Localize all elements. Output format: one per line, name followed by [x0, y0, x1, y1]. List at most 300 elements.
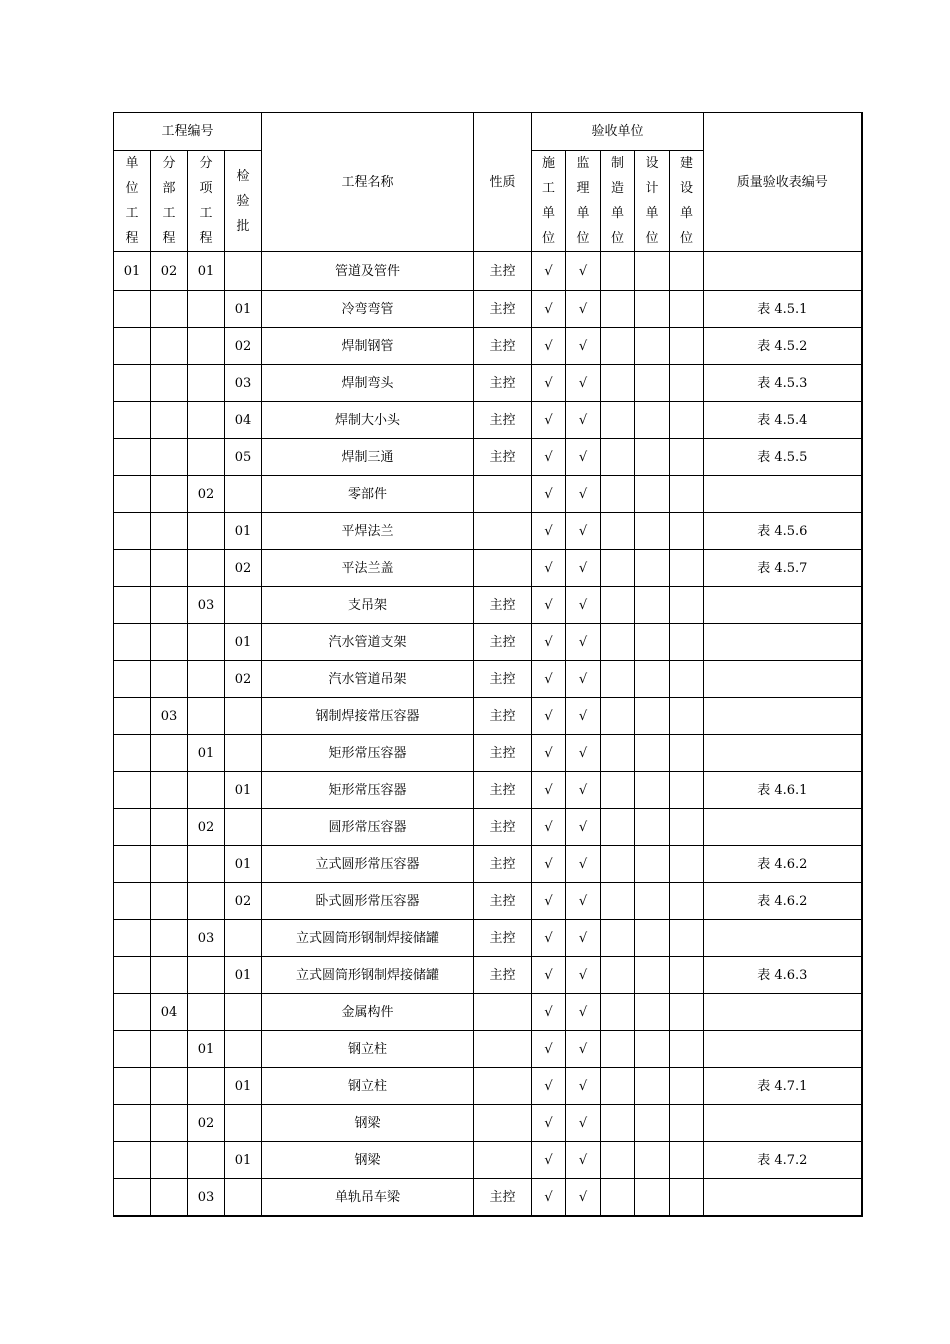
unit-project-header: 单位工程 [114, 151, 151, 252]
lot-code-cell: 01 [225, 624, 262, 661]
manufacturing-check-cell [601, 1179, 635, 1217]
project-name-cell: 支吊架 [262, 587, 474, 624]
subitem-code-cell: 01 [188, 1031, 225, 1068]
owner-check-cell [670, 513, 704, 550]
project-name-cell: 钢制焊接常压容器 [262, 698, 474, 735]
nature-header: 性质 [474, 113, 532, 252]
supervision-check-cell: √ [566, 1068, 601, 1105]
supervision-check-cell: √ [566, 328, 601, 365]
nature-cell: 主控 [474, 252, 532, 291]
owner-check-cell [670, 883, 704, 920]
division-code-cell [151, 846, 188, 883]
table-header [114, 113, 862, 252]
owner-check-cell [670, 698, 704, 735]
unit-code-cell [114, 402, 151, 439]
acceptance-table [113, 112, 863, 1217]
lot-code-cell [225, 476, 262, 513]
division-code-cell [151, 661, 188, 698]
lot-code-cell [225, 735, 262, 772]
project-name-cell: 单轨吊车梁 [262, 1179, 474, 1217]
nature-cell [474, 1142, 532, 1179]
subitem-code-cell [188, 439, 225, 476]
form-number-cell [704, 735, 862, 772]
division-code-cell [151, 291, 188, 328]
manufacturing-check-cell [601, 1105, 635, 1142]
table-row [114, 291, 862, 328]
supervision-check-cell: √ [566, 661, 601, 698]
unit-code-cell [114, 513, 151, 550]
supervision-check-cell: √ [566, 698, 601, 735]
construction-check-cell: √ [532, 1068, 566, 1105]
supervision-check-cell: √ [566, 513, 601, 550]
lot-code-cell: 05 [225, 439, 262, 476]
nature-cell: 主控 [474, 772, 532, 809]
project-name-cell: 汽水管道吊架 [262, 661, 474, 698]
lot-code-cell: 01 [225, 772, 262, 809]
design-check-cell [635, 476, 670, 513]
project-name-cell: 焊制大小头 [262, 402, 474, 439]
unit-code-cell [114, 328, 151, 365]
lot-code-cell [225, 1031, 262, 1068]
lot-code-cell: 02 [225, 550, 262, 587]
division-code-cell [151, 883, 188, 920]
owner-check-cell [670, 252, 704, 291]
form-number-cell: 表 4.6.2 [704, 846, 862, 883]
table-row [114, 439, 862, 476]
owner-check-cell [670, 1105, 704, 1142]
project-name-cell: 立式圆筒形钢制焊接储罐 [262, 957, 474, 994]
project-name-cell: 平焊法兰 [262, 513, 474, 550]
manufacturing-check-cell [601, 661, 635, 698]
table-row [114, 772, 862, 809]
nature-cell: 主控 [474, 365, 532, 402]
project-name-cell: 金属构件 [262, 994, 474, 1031]
unit-code-cell [114, 883, 151, 920]
owner-check-cell [670, 957, 704, 994]
form-number-cell [704, 994, 862, 1031]
table-row [114, 1142, 862, 1179]
supervision-check-cell: √ [566, 587, 601, 624]
design-check-cell [635, 624, 670, 661]
design-check-cell [635, 1142, 670, 1179]
owner-check-cell [670, 439, 704, 476]
design-unit-header: 设计单位 [635, 151, 670, 252]
construction-check-cell: √ [532, 735, 566, 772]
owner-check-cell [670, 624, 704, 661]
construction-check-cell: √ [532, 1142, 566, 1179]
table-row [114, 328, 862, 365]
nature-cell: 主控 [474, 291, 532, 328]
supervision-check-cell: √ [566, 846, 601, 883]
division-code-cell [151, 550, 188, 587]
subitem-code-cell [188, 513, 225, 550]
nature-cell: 主控 [474, 920, 532, 957]
design-check-cell [635, 328, 670, 365]
unit-code-cell [114, 661, 151, 698]
design-check-cell [635, 439, 670, 476]
nature-cell [474, 1105, 532, 1142]
division-code-cell [151, 365, 188, 402]
unit-code-cell: 01 [114, 252, 151, 291]
table-row [114, 920, 862, 957]
unit-code-cell [114, 1031, 151, 1068]
nature-cell: 主控 [474, 439, 532, 476]
project-name-cell: 矩形常压容器 [262, 735, 474, 772]
unit-code-cell [114, 957, 151, 994]
nature-cell: 主控 [474, 735, 532, 772]
owner-check-cell [670, 1031, 704, 1068]
design-check-cell [635, 994, 670, 1031]
unit-code-cell [114, 1179, 151, 1217]
manufacturing-check-cell [601, 994, 635, 1031]
manufacturing-check-cell [601, 883, 635, 920]
subitem-code-cell [188, 402, 225, 439]
nature-cell [474, 513, 532, 550]
unit-code-cell [114, 365, 151, 402]
design-check-cell [635, 698, 670, 735]
construction-check-cell: √ [532, 809, 566, 846]
design-check-cell [635, 365, 670, 402]
project-name-cell: 钢立柱 [262, 1068, 474, 1105]
lot-code-cell [225, 698, 262, 735]
supervision-check-cell: √ [566, 883, 601, 920]
manufacturing-check-cell [601, 1031, 635, 1068]
division-code-cell [151, 1142, 188, 1179]
supervision-check-cell: √ [566, 402, 601, 439]
manufacturing-unit-header: 制造单位 [601, 151, 635, 252]
division-code-cell [151, 1068, 188, 1105]
lot-code-cell [225, 587, 262, 624]
form-number-cell [704, 1031, 862, 1068]
lot-code-cell: 01 [225, 957, 262, 994]
nature-cell: 主控 [474, 587, 532, 624]
division-code-cell [151, 624, 188, 661]
project-name-header: 工程名称 [262, 113, 474, 252]
subitem-code-cell: 02 [188, 476, 225, 513]
project-name-cell: 汽水管道支架 [262, 624, 474, 661]
form-number-cell: 表 4.5.5 [704, 439, 862, 476]
design-check-cell [635, 587, 670, 624]
subitem-code-cell: 01 [188, 252, 225, 291]
form-number-cell: 表 4.6.2 [704, 883, 862, 920]
design-check-cell [635, 1179, 670, 1217]
table-row [114, 809, 862, 846]
supervision-check-cell: √ [566, 994, 601, 1031]
manufacturing-check-cell [601, 550, 635, 587]
table-row [114, 365, 862, 402]
nature-cell: 主控 [474, 698, 532, 735]
design-check-cell [635, 920, 670, 957]
project-name-cell: 冷弯弯管 [262, 291, 474, 328]
construction-check-cell: √ [532, 439, 566, 476]
form-number-cell: 表 4.6.1 [704, 772, 862, 809]
unit-code-cell [114, 624, 151, 661]
unit-code-cell [114, 735, 151, 772]
owner-check-cell [670, 1179, 704, 1217]
division-code-cell [151, 439, 188, 476]
project-name-cell: 矩形常压容器 [262, 772, 474, 809]
subitem-project-header: 分项工程 [188, 151, 225, 252]
lot-code-cell: 02 [225, 661, 262, 698]
lot-code-cell: 01 [225, 1142, 262, 1179]
manufacturing-check-cell [601, 846, 635, 883]
nature-cell: 主控 [474, 809, 532, 846]
table-row [114, 1031, 862, 1068]
subitem-code-cell [188, 328, 225, 365]
table-row [114, 252, 862, 291]
table-row [114, 1179, 862, 1217]
manufacturing-check-cell [601, 1068, 635, 1105]
form-number-cell: 表 4.5.2 [704, 328, 862, 365]
form-number-cell [704, 809, 862, 846]
manufacturing-check-cell [601, 587, 635, 624]
lot-code-cell [225, 1105, 262, 1142]
division-code-cell [151, 920, 188, 957]
lot-code-cell: 01 [225, 1068, 262, 1105]
manufacturing-check-cell [601, 513, 635, 550]
lot-code-cell: 01 [225, 846, 262, 883]
lot-code-cell: 03 [225, 365, 262, 402]
supervision-check-cell: √ [566, 252, 601, 291]
unit-code-cell [114, 476, 151, 513]
division-code-cell [151, 772, 188, 809]
project-name-cell: 焊制三通 [262, 439, 474, 476]
division-code-cell [151, 809, 188, 846]
division-code-cell [151, 476, 188, 513]
form-number-cell: 表 4.5.4 [704, 402, 862, 439]
project-name-cell: 钢立柱 [262, 1031, 474, 1068]
construction-check-cell: √ [532, 1179, 566, 1217]
table-row [114, 402, 862, 439]
owner-check-cell [670, 550, 704, 587]
supervision-check-cell: √ [566, 476, 601, 513]
subitem-code-cell: 02 [188, 809, 225, 846]
supervision-check-cell: √ [566, 1031, 601, 1068]
form-number-cell [704, 920, 862, 957]
unit-code-cell [114, 439, 151, 476]
design-check-cell [635, 957, 670, 994]
owner-check-cell [670, 1142, 704, 1179]
subitem-code-cell [188, 957, 225, 994]
construction-check-cell: √ [532, 365, 566, 402]
manufacturing-check-cell [601, 809, 635, 846]
supervision-unit-header: 监理单位 [566, 151, 601, 252]
division-code-cell [151, 402, 188, 439]
manufacturing-check-cell [601, 1142, 635, 1179]
design-check-cell [635, 402, 670, 439]
subitem-code-cell: 02 [188, 1105, 225, 1142]
project-name-cell: 钢梁 [262, 1105, 474, 1142]
subitem-code-cell [188, 550, 225, 587]
lot-code-cell: 02 [225, 883, 262, 920]
lot-code-cell [225, 994, 262, 1031]
owner-check-cell [670, 587, 704, 624]
supervision-check-cell: √ [566, 550, 601, 587]
owner-check-cell [670, 476, 704, 513]
construction-check-cell: √ [532, 1031, 566, 1068]
division-code-cell: 04 [151, 994, 188, 1031]
construction-check-cell: √ [532, 883, 566, 920]
owner-check-cell [670, 809, 704, 846]
owner-check-cell [670, 920, 704, 957]
table-row [114, 550, 862, 587]
form-number-cell [704, 476, 862, 513]
form-number-cell: 表 4.6.3 [704, 957, 862, 994]
supervision-check-cell: √ [566, 1105, 601, 1142]
construction-check-cell: √ [532, 550, 566, 587]
design-check-cell [635, 1105, 670, 1142]
subitem-code-cell [188, 1068, 225, 1105]
owner-check-cell [670, 365, 704, 402]
design-check-cell [635, 883, 670, 920]
manufacturing-check-cell [601, 735, 635, 772]
owner-check-cell [670, 661, 704, 698]
project-name-cell: 钢梁 [262, 1142, 474, 1179]
subitem-code-cell: 03 [188, 587, 225, 624]
unit-code-cell [114, 809, 151, 846]
table-row [114, 735, 862, 772]
table-row [114, 994, 862, 1031]
owner-check-cell [670, 846, 704, 883]
owner-check-cell [670, 291, 704, 328]
inspection-lot-header: 检验批 [225, 151, 262, 252]
construction-check-cell: √ [532, 291, 566, 328]
acceptance-units-header: 验收单位 [532, 113, 704, 151]
table-row [114, 1105, 862, 1142]
design-check-cell [635, 846, 670, 883]
nature-cell [474, 1068, 532, 1105]
design-check-cell [635, 252, 670, 291]
owner-check-cell [670, 402, 704, 439]
construction-check-cell: √ [532, 513, 566, 550]
owner-unit-header: 建设单位 [670, 151, 704, 252]
form-number-cell [704, 624, 862, 661]
unit-code-cell [114, 698, 151, 735]
design-check-cell [635, 550, 670, 587]
nature-cell: 主控 [474, 661, 532, 698]
supervision-check-cell: √ [566, 920, 601, 957]
design-check-cell [635, 735, 670, 772]
supervision-check-cell: √ [566, 291, 601, 328]
construction-check-cell: √ [532, 624, 566, 661]
unit-code-cell [114, 994, 151, 1031]
manufacturing-check-cell [601, 476, 635, 513]
supervision-check-cell: √ [566, 365, 601, 402]
project-name-cell: 焊制钢管 [262, 328, 474, 365]
table-row [114, 883, 862, 920]
division-code-cell [151, 1105, 188, 1142]
nature-cell [474, 994, 532, 1031]
manufacturing-check-cell [601, 365, 635, 402]
subitem-code-cell [188, 1142, 225, 1179]
form-number-cell: 表 4.5.7 [704, 550, 862, 587]
table-row [114, 587, 862, 624]
supervision-check-cell: √ [566, 772, 601, 809]
manufacturing-check-cell [601, 328, 635, 365]
table-row [114, 1068, 862, 1105]
supervision-check-cell: √ [566, 809, 601, 846]
supervision-check-cell: √ [566, 735, 601, 772]
lot-code-cell [225, 1179, 262, 1217]
project-name-cell: 平法兰盖 [262, 550, 474, 587]
project-name-cell: 焊制弯头 [262, 365, 474, 402]
form-number-cell [704, 1105, 862, 1142]
form-number-cell [704, 1179, 862, 1217]
division-code-cell: 02 [151, 252, 188, 291]
project-name-cell: 卧式圆形常压容器 [262, 883, 474, 920]
lot-code-cell: 01 [225, 291, 262, 328]
subitem-code-cell [188, 365, 225, 402]
supervision-check-cell: √ [566, 1142, 601, 1179]
design-check-cell [635, 661, 670, 698]
construction-check-cell: √ [532, 661, 566, 698]
construction-unit-header: 施工单位 [532, 151, 566, 252]
design-check-cell [635, 1031, 670, 1068]
division-code-cell [151, 957, 188, 994]
form-number-cell: 表 4.5.6 [704, 513, 862, 550]
form-number-cell: 表 4.7.1 [704, 1068, 862, 1105]
nature-cell: 主控 [474, 957, 532, 994]
subitem-code-cell [188, 883, 225, 920]
project-name-cell: 立式圆筒形钢制焊接储罐 [262, 920, 474, 957]
nature-cell: 主控 [474, 328, 532, 365]
subitem-code-cell [188, 661, 225, 698]
table-row [114, 476, 862, 513]
table-row [114, 698, 862, 735]
supervision-check-cell: √ [566, 957, 601, 994]
form-number-cell [704, 661, 862, 698]
nature-cell [474, 550, 532, 587]
manufacturing-check-cell [601, 252, 635, 291]
lot-code-cell [225, 920, 262, 957]
table-body [114, 252, 862, 1217]
division-project-header: 分部工程 [151, 151, 188, 252]
division-code-cell: 03 [151, 698, 188, 735]
construction-check-cell: √ [532, 957, 566, 994]
subitem-code-cell: 01 [188, 735, 225, 772]
form-number-cell: 表 4.5.3 [704, 365, 862, 402]
construction-check-cell: √ [532, 994, 566, 1031]
division-code-cell [151, 1179, 188, 1217]
supervision-check-cell: √ [566, 439, 601, 476]
table-row [114, 661, 862, 698]
subitem-code-cell [188, 291, 225, 328]
subitem-code-cell [188, 624, 225, 661]
lot-code-cell [225, 252, 262, 291]
division-code-cell [151, 735, 188, 772]
table-row [114, 513, 862, 550]
nature-cell [474, 1031, 532, 1068]
division-code-cell [151, 513, 188, 550]
owner-check-cell [670, 1068, 704, 1105]
owner-check-cell [670, 772, 704, 809]
unit-code-cell [114, 291, 151, 328]
table-row [114, 846, 862, 883]
design-check-cell [635, 1068, 670, 1105]
subitem-code-cell: 03 [188, 1179, 225, 1217]
unit-code-cell [114, 1142, 151, 1179]
lot-code-cell: 02 [225, 328, 262, 365]
design-check-cell [635, 809, 670, 846]
table-row [114, 957, 862, 994]
unit-code-cell [114, 1105, 151, 1142]
subitem-code-cell [188, 994, 225, 1031]
unit-code-cell [114, 1068, 151, 1105]
construction-check-cell: √ [532, 476, 566, 513]
design-check-cell [635, 772, 670, 809]
construction-check-cell: √ [532, 846, 566, 883]
form-number-cell [704, 252, 862, 291]
